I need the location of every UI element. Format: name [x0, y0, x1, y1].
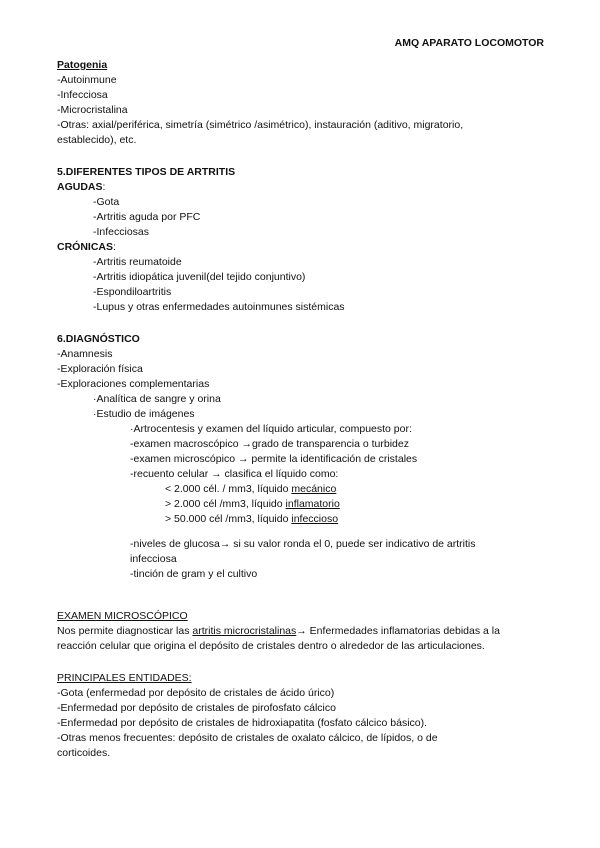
agudas-item: -Gota	[93, 196, 120, 208]
cronicas-item: -Espondiloartritis	[93, 286, 172, 298]
cronicas-colon: :	[113, 241, 116, 253]
cronicas-item: -Artritis idiopática juvenil(del tejido conjuntivo)	[93, 271, 306, 283]
cronicas-item: -Artritis reumatoide	[93, 256, 182, 268]
glucosa-item: -niveles de glucosa→ si su valor ronda el 0, puede ser indicativo de artritis infecciosa	[130, 538, 476, 565]
recuento-range: > 50.000 cél /mm3, líquido	[165, 513, 292, 525]
examen-pre: Nos permite diagnosticar las	[57, 625, 193, 637]
entidades-heading: PRINCIPALES ENTIDADES:	[57, 672, 192, 684]
recuento-row	[57, 497, 547, 512]
diagnostico-subitem: ·Analítica de sangre y orina	[93, 393, 221, 405]
cronicas-label: CRÓNICAS	[57, 241, 114, 253]
recuento-range: > 2.000 cél /mm3, líquido	[165, 498, 286, 510]
entidades-item: -Gota (enfermedad por depósito de cristales de ácido úrico)	[57, 687, 335, 699]
patogenia-otras: -Otras: axial/periférica, simetría (simétrico /asimétrico), instauración (aditivo, migratorio, establecido), etc.	[57, 119, 464, 146]
artrocentesis-item: ·Artrocentesis y examen del líquido articular, compuesto por:	[130, 423, 412, 435]
diagnostico-item: -Anamnesis	[57, 348, 113, 360]
diagnostico-item: -Exploraciones complementarias	[57, 378, 210, 390]
patogenia-heading: Patogenia	[57, 59, 108, 71]
examen-term: artritis microcristalinas	[192, 625, 297, 637]
agudas-title	[57, 180, 547, 195]
patogenia-item: -Infecciosa	[57, 89, 108, 101]
recuento-type: mecánico	[291, 483, 337, 495]
examen-heading: EXAMEN MICROSCÓPICO	[57, 610, 188, 622]
recuento-type: inflamatorio	[285, 498, 340, 510]
recuento-row	[57, 482, 547, 497]
artrocentesis-item: -recuento celular → clasifica el líquido como:	[130, 468, 339, 480]
cronicas-item: -Lupus y otras enfermedades autoinmunes sistémicas	[93, 301, 345, 313]
agudas-item: -Artritis aguda por PFC	[93, 211, 201, 223]
agudas-label: AGUDAS	[57, 181, 103, 193]
entidades-item: -Enfermedad por depósito de cristales de hidroxiapatita (fosfato cálcico básico).	[57, 717, 428, 729]
document-body	[57, 58, 547, 761]
gram-item: -tinción de gram y el cultivo	[130, 568, 258, 580]
artrocentesis-item: -examen macroscópico →grado de transparencia o turbidez	[130, 438, 409, 450]
patogenia-item: -Autoinmune	[57, 74, 117, 86]
recuento-type: infeccioso	[291, 513, 339, 525]
entidades-item: -Otras menos frecuentes: depósito de cristales de oxalato cálcico, de lípidos, o de corticoides.	[57, 732, 438, 759]
cronicas-title	[57, 240, 547, 255]
document-header: AMQ APARATO LOCOMOTOR	[394, 37, 544, 49]
artrocentesis-item: -examen microscópico → permite la identificación de cristales	[130, 453, 418, 465]
examen-post: → Enfermedades inflamatorias debidas a la reacción celular que origina el depósito de cristales dentro o alrededor de las articulaciones.	[57, 625, 500, 652]
recuento-range: < 2.000 cél. / mm3, líquido	[165, 483, 292, 495]
diagnostico-subitem: ·Estudio de imágenes	[93, 408, 195, 420]
recuento-row	[57, 512, 547, 527]
agudas-colon: :	[102, 181, 106, 193]
diagnostico-heading: 6.DIAGNÓSTICO	[57, 333, 140, 345]
diagnostico-item: -Exploración física	[57, 363, 143, 375]
examen-paragraph	[57, 624, 532, 654]
tipos-heading: 5.DIFERENTES TIPOS DE ARTRITIS	[57, 166, 236, 178]
patogenia-item: -Microcristalina	[57, 104, 128, 116]
agudas-item: -Infecciosas	[93, 226, 150, 238]
entidades-item: -Enfermedad por depósito de cristales de pirofosfato cálcico	[57, 702, 336, 714]
